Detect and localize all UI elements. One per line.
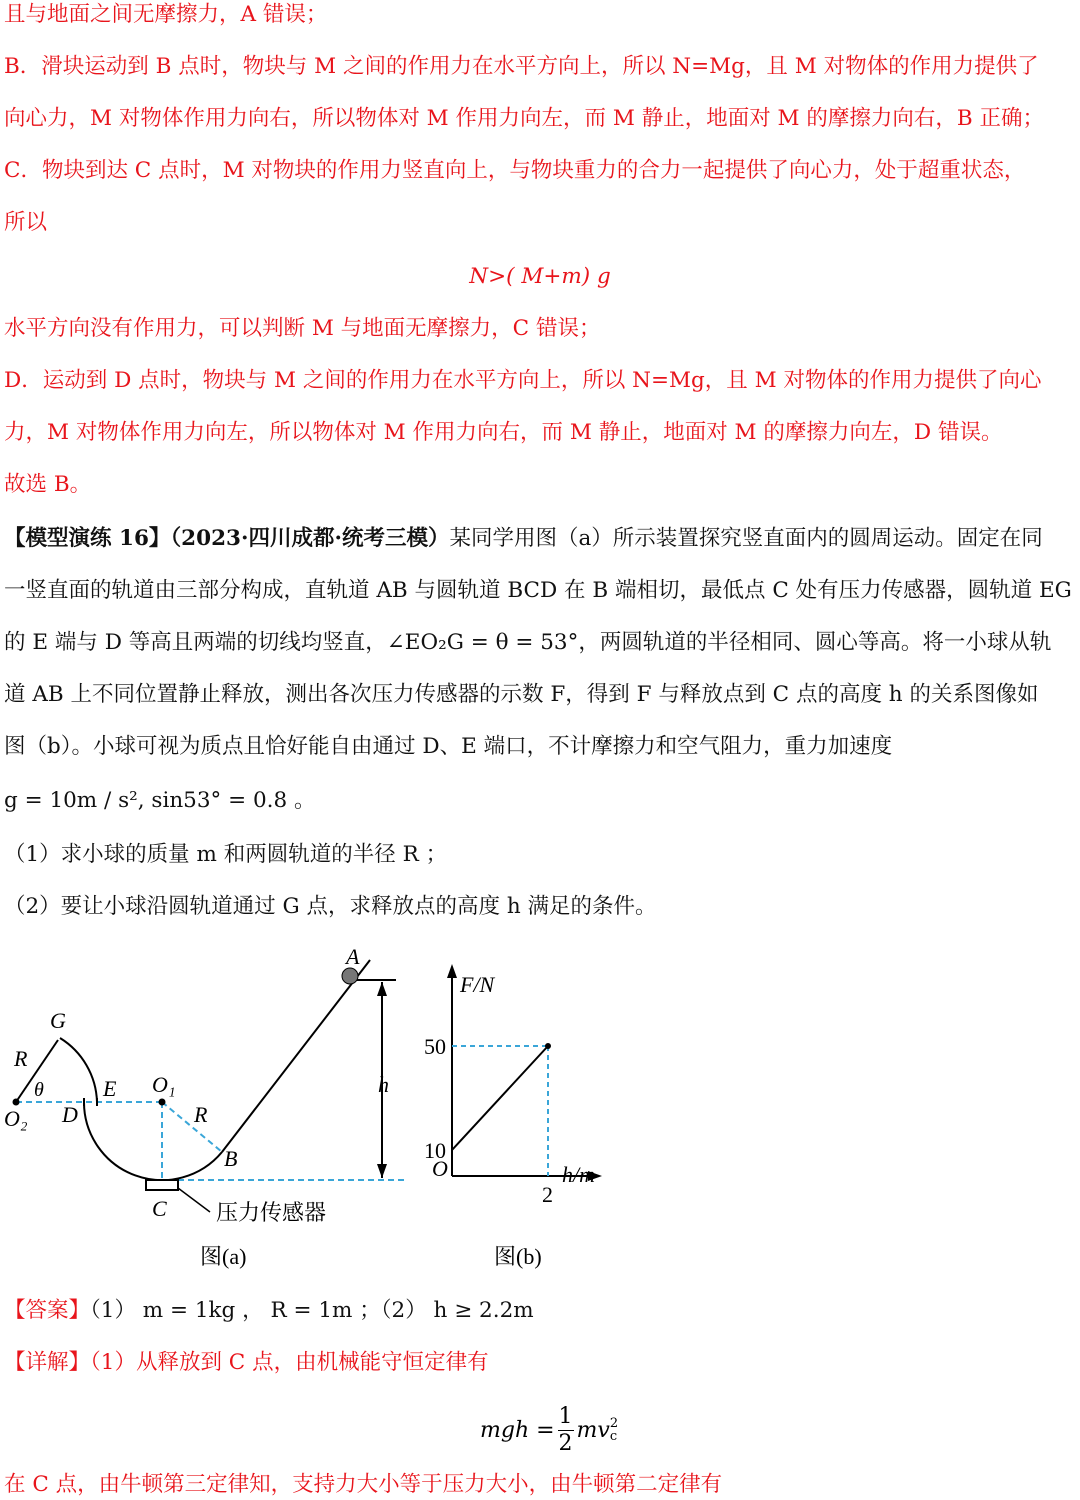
answer-line: [4, 1296, 1076, 1326]
explain-line: [4, 1348, 1076, 1378]
y-tick-label: 10: [424, 1138, 446, 1163]
sensor-leader: [178, 1188, 210, 1212]
solution-line: C．物块到达 C 点时，M 对物块的作用力竖直向上，与物块重力的合力一起提供了向心力，处于超重状态，: [4, 158, 1026, 183]
eq-sub: c: [609, 1429, 618, 1444]
point-O1: [159, 1099, 166, 1106]
figure-b-chart: [420, 960, 620, 1280]
y-axis-arrow: [447, 964, 457, 978]
eq-lhs: mgh =: [480, 1417, 555, 1443]
ball: [342, 968, 358, 984]
problem-line: g = 10m / s², sin53° = 0.8 。: [4, 788, 316, 813]
track-EG: [60, 1038, 97, 1102]
question-2: （2）要让小球沿圆轨道通过 G 点，求释放点的高度 h 满足的条件。: [4, 894, 657, 919]
label-G: G: [50, 1008, 66, 1033]
label-O2: O₂: [4, 1106, 28, 1131]
y-tick-label: 50: [424, 1034, 446, 1059]
label-E: E: [103, 1076, 117, 1101]
eq-denominator: 2: [558, 1430, 573, 1456]
label-sensor: 压力传感器: [216, 1200, 327, 1225]
label-D: D: [62, 1102, 78, 1127]
eq-sup: 2: [609, 1416, 619, 1431]
origin-label: O: [432, 1156, 448, 1181]
caption-a: 图(a): [200, 1244, 247, 1269]
y-axis-label: F/N: [460, 972, 495, 997]
arrow-head-up: [377, 982, 387, 996]
data-point-end: [545, 1043, 551, 1049]
solution-line: D．运动到 D 点时，物块与 M 之间的作用力在水平方向上，所以 N=Mg，且 M 对物体的作用力提供了向心: [4, 368, 1042, 393]
explain-prefix: 【详解】: [4, 1350, 91, 1375]
solution-line: 且与地面之间无摩擦力，A 错误；: [4, 2, 328, 27]
arrow-head-down: [377, 1164, 387, 1178]
eq-numerator: 1: [558, 1403, 573, 1429]
solution-line: 水平方向没有作用力，可以判断 M 与地面无摩擦力，C 错误；: [4, 316, 601, 341]
solution-equation: N>( M+m) g: [469, 264, 611, 289]
problem-line: 道 AB 上不同位置静止释放，测出各次压力传感器的示数 F，得到 F 与释放点到 C 点的高度 h 的关系图像如: [4, 682, 1039, 707]
problem-line: 的 E 端与 D 等高且两端的切线均竖直，∠EO₂G = θ = 53°，两圆轨道的半径相同、圆心等高。将一小球从轨: [4, 630, 1052, 655]
pressure-sensor: [146, 1180, 178, 1190]
figure-a: [0, 940, 420, 1280]
chart-series: [452, 1046, 548, 1150]
point-O2: [13, 1099, 20, 1106]
solution-line: 力，M 对物体作用力向左，所以物体对 M 作用力向右，而 M 静止，地面对 M 的摩擦力向左，D 错误。: [4, 420, 1003, 445]
label-C: C: [152, 1196, 167, 1221]
label-A: A: [346, 944, 360, 969]
dashed-radius-O1B: [162, 1102, 222, 1152]
label-h: h: [378, 1072, 389, 1097]
label-R2: R: [194, 1102, 208, 1127]
answer-text: （1） m = 1kg ， R = 1m ；（2） h ≥ 2.2m: [90, 1298, 534, 1323]
problem-text: 某同学用图（a）所示装置探究竖直面内的圆周运动。固定在同: [449, 526, 1043, 551]
solution-line: 所以: [4, 210, 48, 235]
explain-text: （1）从释放到 C 点，由机械能守恒定律有: [90, 1350, 489, 1375]
label-O1: O₁: [152, 1072, 176, 1097]
caption-b: 图(b): [494, 1244, 542, 1269]
series-line: [452, 1046, 548, 1150]
problem-tag: 【模型演练 16】（2023·四川成都·统考三模）: [4, 526, 450, 551]
question-1: （1）求小球的质量 m 和两圆轨道的半径 R ；: [4, 842, 448, 867]
x-axis-label: h/m: [562, 1162, 595, 1187]
track-AB: [222, 960, 370, 1152]
eq-rhs: mv: [576, 1417, 610, 1443]
problem-line: 一竖直面的轨道由三部分构成，直轨道 AB 与圆轨道 BCD 在 B 端相切，最低点 C 处有压力传感器，圆轨道 EG: [4, 578, 1072, 603]
problem-line: [4, 524, 1076, 554]
solution-line: B．滑块运动到 B 点时，物块与 M 之间的作用力在水平方向上，所以 N=Mg，且 M 对物体的作用力提供了: [4, 54, 1039, 79]
label-B: B: [224, 1146, 238, 1171]
solution-line: 向心力，M 对物体作用力向右，所以物体对 M 作用力向左，而 M 静止，地面对 M 的摩擦力向右，B 正确；: [4, 106, 1045, 131]
energy-equation: [480, 1398, 618, 1462]
solution-line: 故选 B。: [4, 472, 92, 497]
answer-prefix: 【答案】: [4, 1298, 91, 1323]
chart-guides: [452, 1046, 548, 1176]
label-theta: θ: [34, 1079, 44, 1101]
problem-line: 图（b）。小球可视为质点且恰好能自由通过 D、E 端口，不计摩擦力和空气阻力，重力加速度: [4, 734, 893, 759]
eq-fraction: [558, 1404, 574, 1457]
x-tick-label: 2: [542, 1182, 553, 1207]
explain-line: 在 C 点，由牛顿第三定律知，支持力大小等于压力大小，由牛顿第二定律有: [4, 1472, 723, 1497]
label-R1: R: [14, 1046, 28, 1071]
